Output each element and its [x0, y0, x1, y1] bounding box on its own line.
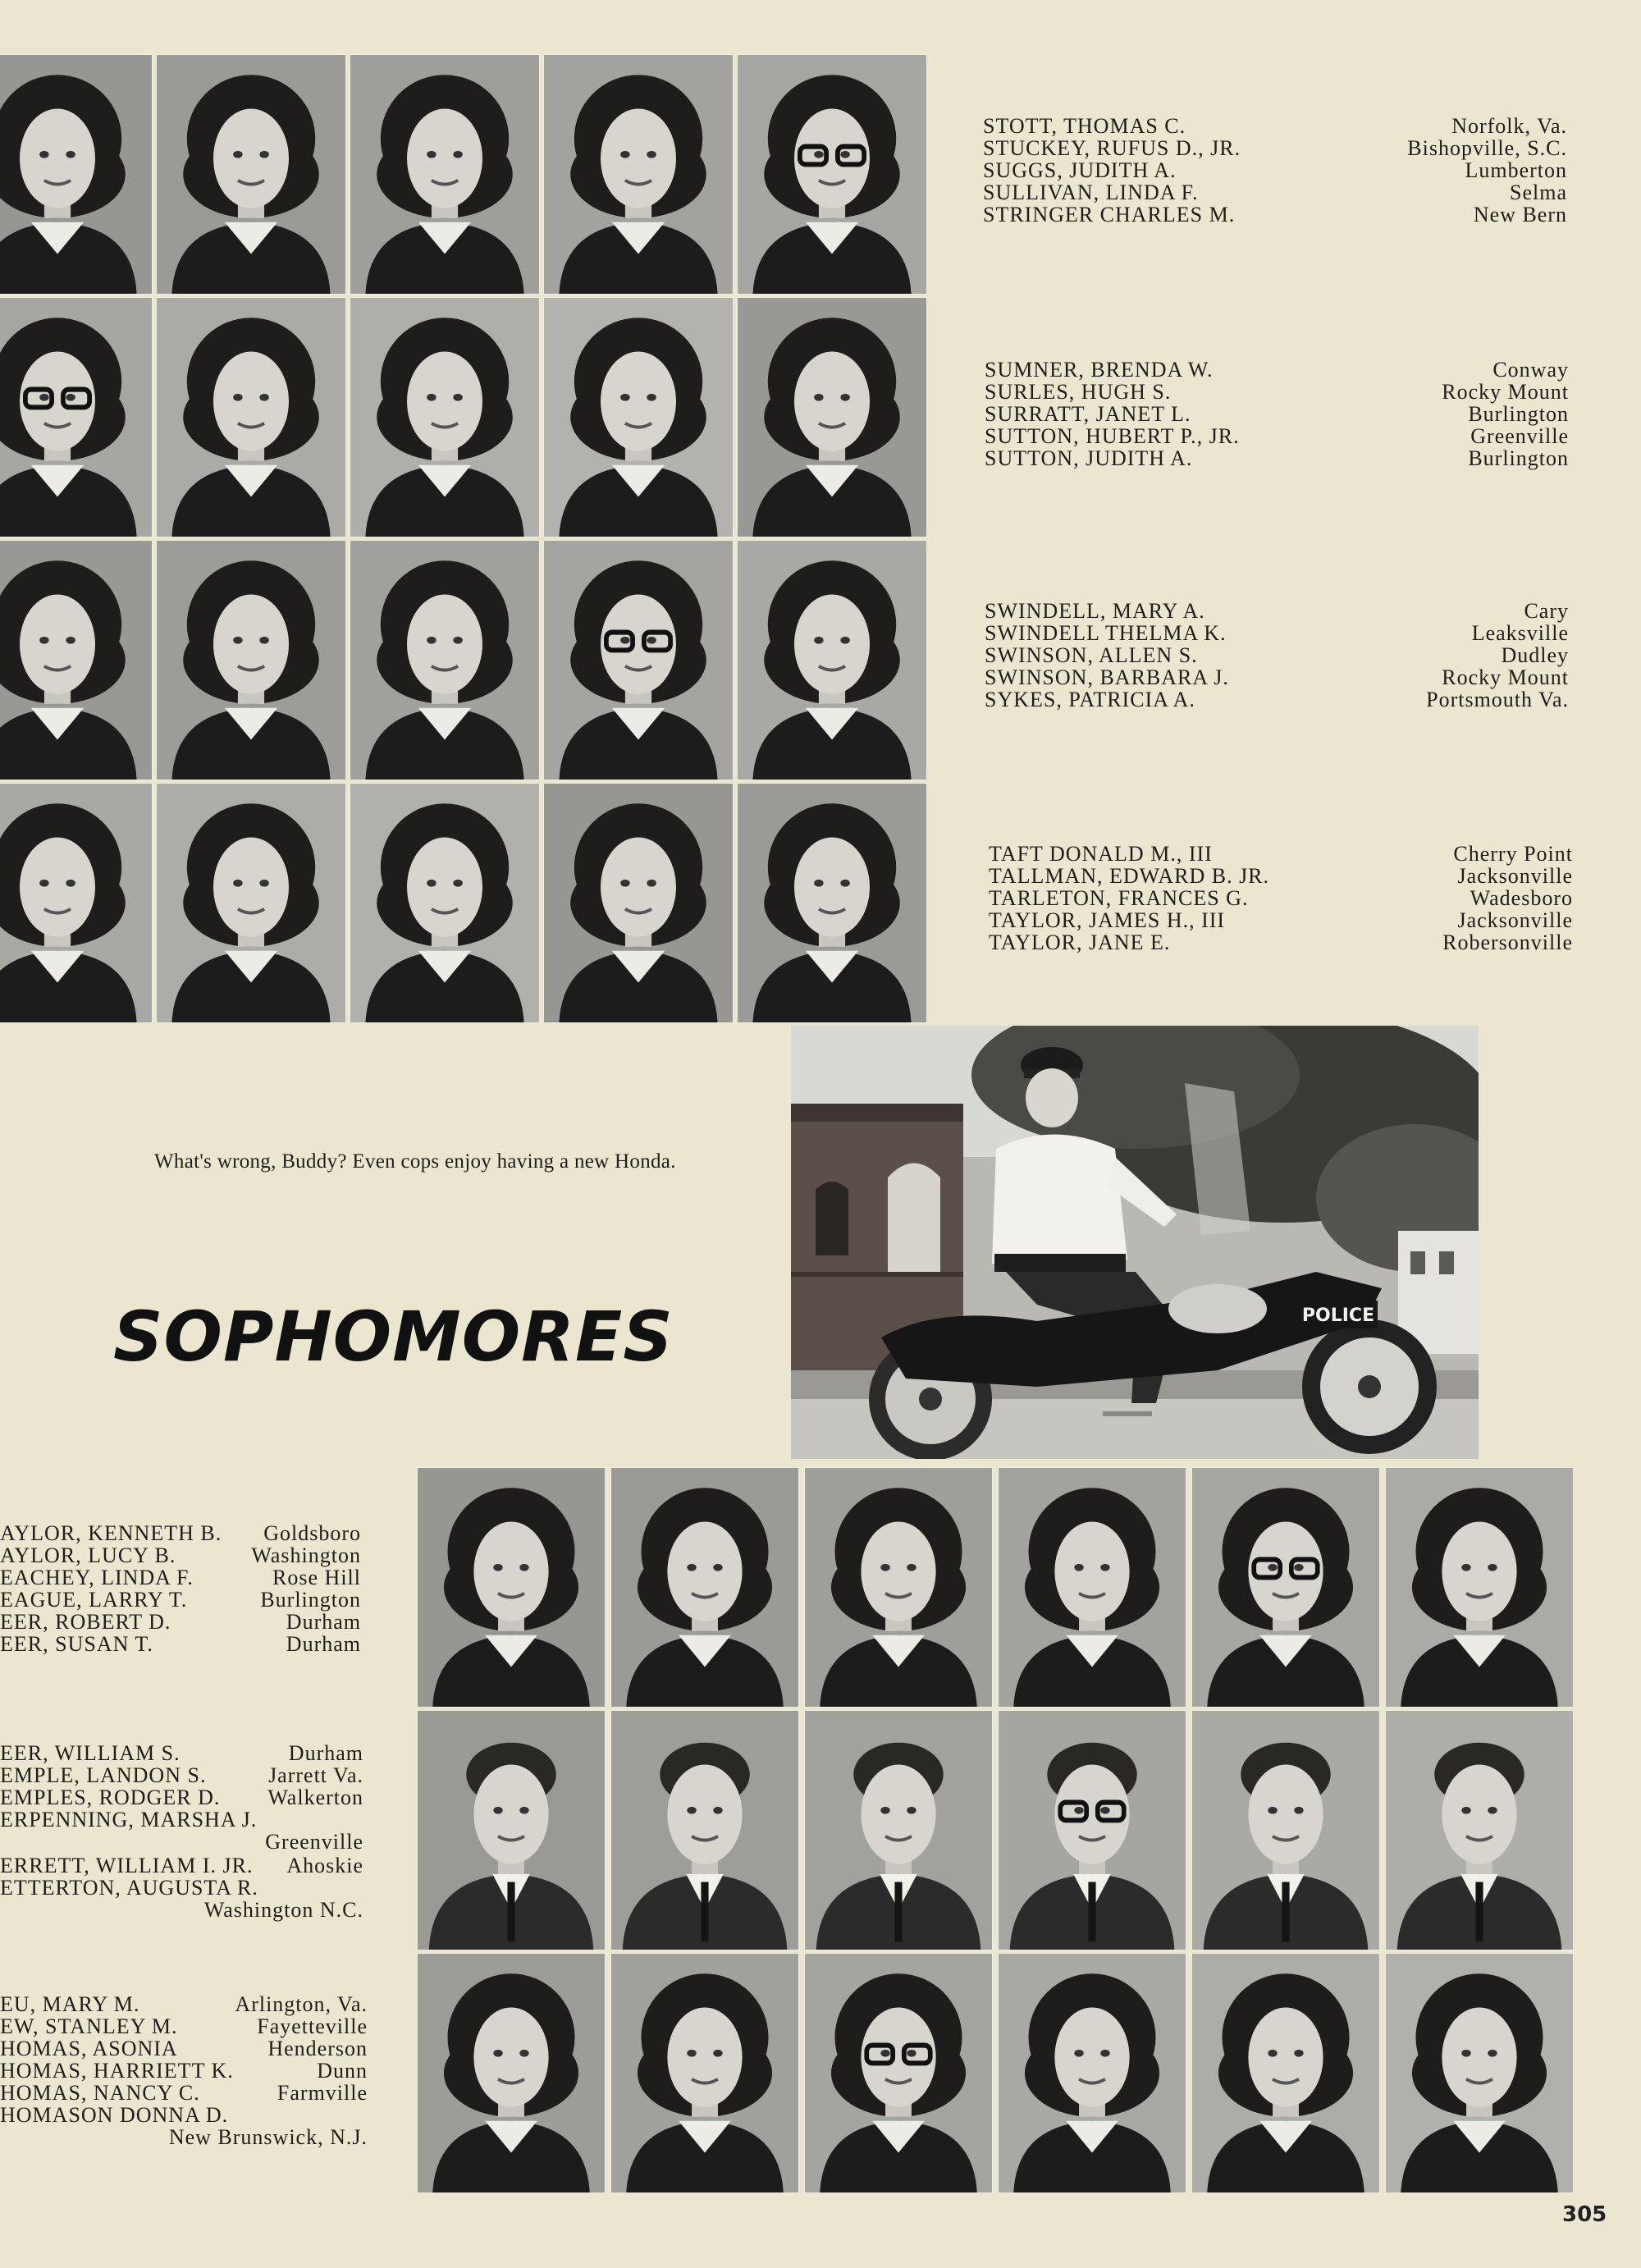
student-name: EAGUE, LARRY T.	[0, 1588, 188, 1612]
top-portrait	[0, 297, 153, 537]
student-name: EMPLES, RODGER D.	[0, 1786, 221, 1809]
student-name: SUMNER, BRENDA W.	[985, 358, 1214, 382]
hometown: Jarrett Va.	[268, 1763, 363, 1787]
top-portrait	[0, 540, 153, 780]
name-row	[0, 1764, 363, 1786]
student-name: ERRETT, WILLIAM I. JR.	[0, 1854, 254, 1877]
top-portrait	[156, 297, 346, 537]
bottom-portrait	[1191, 1953, 1380, 2193]
hometown: Fayetteville	[257, 2014, 368, 2038]
student-name: TAYLOR, JANE E.	[989, 931, 1171, 954]
student-name: STOTT, THOMAS C.	[983, 114, 1186, 138]
name-row	[983, 203, 1567, 226]
name-row	[0, 1854, 363, 1877]
name-row	[0, 2037, 368, 2060]
bottom-portrait	[998, 1953, 1186, 2193]
name-row	[989, 843, 1573, 865]
student-name: STRINGER CHARLES M.	[983, 203, 1236, 226]
hometown: Norfolk, Va.	[1451, 114, 1567, 138]
bottom-portrait	[804, 1710, 993, 1950]
bottom-portrait	[998, 1710, 1186, 1950]
name-row	[0, 1544, 361, 1566]
bottom-portrait	[610, 1467, 799, 1708]
hometown: Wadesboro	[1470, 886, 1573, 910]
name-row	[989, 931, 1573, 953]
hometown: Greenville	[265, 1830, 363, 1854]
name-row	[0, 1566, 361, 1589]
name-row	[989, 887, 1573, 909]
hometown: Rose Hill	[272, 1566, 361, 1589]
top-portrait	[543, 540, 734, 780]
hometown: Burlington	[260, 1588, 361, 1612]
student-name: AYLOR, KENNETH B.	[0, 1521, 222, 1545]
hometown: Portsmouth Va.	[1426, 688, 1569, 711]
student-name: SWINSON, BARBARA J.	[985, 665, 1229, 689]
top-portrait	[543, 783, 734, 1023]
top-name-block-3	[985, 600, 1569, 711]
top-portrait	[350, 297, 540, 537]
hometown: Farmville	[277, 2081, 368, 2105]
name-row	[985, 666, 1569, 688]
bottom-portrait	[1385, 1953, 1574, 2193]
student-name: STUCKEY, RUFUS D., JR.	[983, 136, 1241, 160]
name-row	[0, 1808, 363, 1854]
student-name: EW, STANLEY M.	[0, 2014, 178, 2038]
name-row	[989, 865, 1573, 887]
hometown: Durham	[286, 1632, 361, 1656]
hometown: Cherry Point	[1453, 842, 1573, 866]
top-portrait	[543, 54, 734, 295]
name-row	[983, 159, 1567, 181]
hometown: New Bern	[1473, 203, 1567, 226]
student-name: SWINDELL, MARY A.	[985, 599, 1205, 623]
student-name: TAFT DONALD M., III	[989, 842, 1213, 866]
bottom-portrait	[1191, 1467, 1380, 1708]
hometown: Washington	[251, 1543, 361, 1567]
name-row	[983, 181, 1567, 203]
bottom-portrait	[417, 1953, 606, 2193]
hometown: Robersonville	[1442, 931, 1573, 954]
candid-photo-police-motorcycle	[791, 1026, 1479, 1459]
name-row	[983, 137, 1567, 159]
name-row	[0, 1611, 361, 1633]
student-name: HOMAS, NANCY C.	[0, 2081, 200, 2105]
top-portrait	[350, 783, 540, 1023]
name-row	[0, 2060, 368, 2082]
top-portrait	[737, 540, 927, 780]
name-row	[985, 622, 1569, 644]
top-portrait	[737, 297, 927, 537]
bottom-portrait	[417, 1467, 606, 1708]
top-portrait	[543, 297, 734, 537]
name-row	[983, 115, 1567, 137]
name-row	[0, 2082, 368, 2104]
name-row	[0, 1877, 363, 1923]
police-plate-text: POLICE	[1301, 1305, 1375, 1326]
student-name: HOMAS, HARRIETT K.	[0, 2059, 234, 2083]
hometown: Henderson	[267, 2037, 368, 2060]
hometown: Cary	[1524, 599, 1569, 623]
section-heading: SOPHOMORES	[113, 1296, 674, 1377]
student-name: EER, SUSAN T.	[0, 1632, 153, 1656]
hometown: Selma	[1510, 181, 1567, 204]
top-portrait	[737, 783, 927, 1023]
top-portrait	[737, 54, 927, 295]
student-name: SULLIVAN, LINDA F.	[983, 181, 1199, 204]
bottom-portrait	[610, 1953, 799, 2193]
student-name: TARLETON, FRANCES G.	[989, 886, 1249, 910]
name-row	[989, 909, 1573, 931]
hometown: Dunn	[317, 2059, 368, 2083]
hometown: Lumberton	[1465, 158, 1567, 182]
name-row	[0, 1742, 363, 1764]
student-name: SYKES, PATRICIA A.	[985, 688, 1195, 711]
hometown: Greenville	[1470, 424, 1569, 448]
hometown: New Brunswick, N.J.	[168, 2125, 368, 2149]
bottom-portrait	[804, 1953, 993, 2193]
name-row	[0, 2015, 368, 2037]
hometown: Leaksville	[1471, 621, 1569, 645]
bottom-portrait	[804, 1467, 993, 1708]
name-row	[985, 688, 1569, 711]
student-name: SUTTON, HUBERT P., JR.	[985, 424, 1240, 448]
top-name-block-2	[985, 359, 1569, 469]
name-row	[985, 425, 1569, 447]
hometown: Jacksonville	[1457, 864, 1573, 888]
hometown: Burlington	[1468, 446, 1569, 470]
student-name: SUGGS, JUDITH A.	[983, 158, 1177, 182]
top-name-block-4	[989, 843, 1573, 953]
name-row	[985, 600, 1569, 622]
student-name: ERPENNING, MARSHA J.	[0, 1808, 258, 1831]
name-row	[985, 381, 1569, 403]
name-row	[0, 1633, 361, 1655]
top-name-block-1	[983, 115, 1567, 226]
name-row	[0, 1786, 363, 1808]
bottom-portrait	[998, 1467, 1186, 1708]
student-name: HOMASON DONNA D.	[0, 2103, 229, 2127]
name-row	[985, 447, 1569, 469]
student-name: EACHEY, LINDA F.	[0, 1566, 194, 1589]
bottom-name-block-2	[0, 1742, 363, 1923]
hometown: Bishopville, S.C.	[1407, 136, 1567, 160]
motorcycle-photo-illustration	[791, 1026, 1479, 1459]
bottom-name-block-3	[0, 1993, 368, 2150]
photo-caption: What's wrong, Buddy? Even cops enjoy having a new Honda.	[154, 1150, 676, 1173]
bottom-portrait	[610, 1710, 799, 1950]
hometown: Burlington	[1468, 402, 1569, 426]
top-portrait	[156, 540, 346, 780]
top-portrait	[350, 540, 540, 780]
hometown: Walkerton	[267, 1786, 363, 1809]
student-name: SWINSON, ALLEN S.	[985, 643, 1198, 667]
name-row	[0, 1993, 368, 2015]
top-portrait	[0, 54, 153, 295]
student-name: EMPLE, LANDON S.	[0, 1763, 207, 1787]
hometown: Arlington, Va.	[235, 1992, 368, 2016]
bottom-portrait	[1191, 1710, 1380, 1950]
hometown: Ahoskie	[286, 1854, 363, 1877]
name-row	[985, 403, 1569, 425]
hometown: Durham	[286, 1610, 361, 1634]
student-name: EER, ROBERT D.	[0, 1610, 171, 1634]
hometown: Jacksonville	[1457, 908, 1573, 932]
hometown: Washington N.C.	[203, 1898, 363, 1922]
student-name: HOMAS, ASONIA	[0, 2037, 178, 2060]
student-name: AYLOR, LUCY B.	[0, 1543, 176, 1567]
top-portrait	[0, 783, 153, 1023]
student-name: SURLES, HUGH S.	[985, 380, 1172, 404]
bottom-portrait	[1385, 1710, 1574, 1950]
top-portrait	[156, 783, 346, 1023]
student-name: SWINDELL THELMA K.	[985, 621, 1227, 645]
student-name: EU, MARY M.	[0, 1992, 140, 2016]
name-row	[0, 2104, 368, 2150]
name-row	[0, 1522, 361, 1544]
hometown: Dudley	[1501, 643, 1569, 667]
name-row	[985, 644, 1569, 666]
student-name: ETTERTON, AUGUSTA R.	[0, 1876, 258, 1900]
name-row	[985, 359, 1569, 381]
hometown: Goldsboro	[263, 1521, 361, 1545]
bottom-name-block-1	[0, 1522, 361, 1655]
student-name: EER, WILLIAM S.	[0, 1741, 181, 1765]
hometown: Rocky Mount	[1442, 665, 1569, 689]
bottom-portrait	[1385, 1467, 1574, 1708]
top-portrait	[156, 54, 346, 295]
student-name: SUTTON, JUDITH A.	[985, 446, 1193, 470]
page-number: 305	[1562, 2202, 1607, 2227]
hometown: Durham	[288, 1741, 363, 1765]
hometown: Rocky Mount	[1442, 380, 1569, 404]
student-name: SURRATT, JANET L.	[985, 402, 1191, 426]
bottom-portrait	[417, 1710, 606, 1950]
student-name: TAYLOR, JAMES H., III	[989, 908, 1226, 932]
student-name: TALLMAN, EDWARD B. JR.	[989, 864, 1270, 888]
name-row	[0, 1589, 361, 1611]
top-portrait	[350, 54, 540, 295]
hometown: Conway	[1492, 358, 1569, 382]
